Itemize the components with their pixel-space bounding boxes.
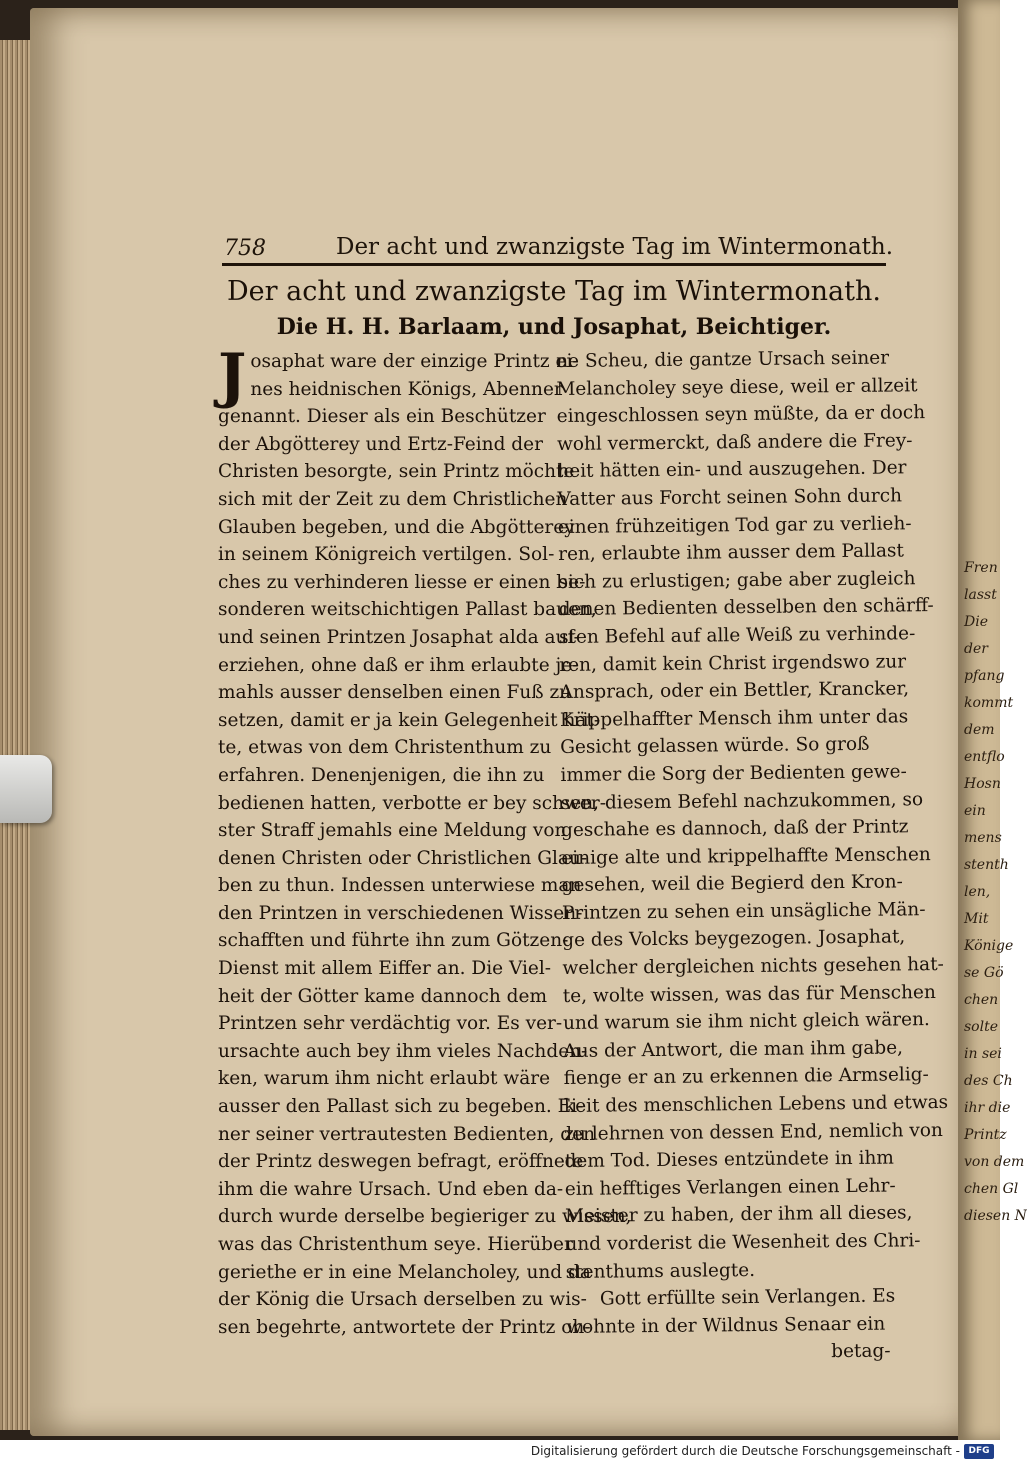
adjacent-page-fragment: Printz <box>964 1127 1007 1143</box>
adjacent-page-fragment: des Ch <box>964 1073 1013 1089</box>
text-line: schafften und führte ihn zum Götzen- <box>218 930 569 952</box>
text-line: und seinen Printzen Josaphat alda auf- <box>218 626 580 648</box>
text-line: ihm die wahre Ursach. Und eben da- <box>218 1178 564 1200</box>
text-line: sten Befehl auf alle Weiß zu verhinde- <box>558 623 916 648</box>
text-line: ren, erlaubte ihm ausser dem Pallast <box>558 540 905 566</box>
text-line: ken, warum ihm nicht erlaubt wäre <box>218 1068 551 1090</box>
text-line: Aus der Antwort, die man ihm gabe, <box>563 1037 904 1062</box>
text-line: ren, damit kein Christ irgendswo zur <box>559 650 907 676</box>
text-line: der König die Ursach derselben zu wis- <box>218 1289 587 1311</box>
text-line: sonderen weitschichtigen Pallast bauen, <box>218 599 597 621</box>
text-line: welcher dergleichen nichts gesehen hat- <box>562 954 944 980</box>
text-line: und warum sie ihm nicht gleich wären. <box>562 1009 930 1035</box>
text-line: was das Christenthum seye. Hierüber <box>218 1234 573 1255</box>
text-line: mahls ausser denselben einen Fuß zu <box>218 682 572 704</box>
text-line: fienge er an zu erkennen die Armselig- <box>563 1064 929 1090</box>
adjacent-page-fragment: in sei <box>964 1046 1002 1062</box>
text-column-right <box>556 345 949 1369</box>
text-line: osaphat ware der einzige Printz ei- <box>250 351 579 372</box>
text-line: keit des menschlichen Lebens und etwas <box>563 1091 949 1117</box>
text-line: zu lehrnen von dessen End, nemlich von <box>564 1119 943 1145</box>
text-line: te, etwas von dem Christenthum zu <box>218 737 552 759</box>
text-line: ein hefftiges Verlangen einen Lehr- <box>564 1175 896 1200</box>
text-line: Dienst mit allem Eiffer an. Die Viel- <box>218 958 552 980</box>
dfg-logo: DFG <box>964 1444 994 1459</box>
adjacent-page-fragment: Fren <box>964 560 998 576</box>
text-line: ge des Volcks beygezogen. Josaphat, <box>562 926 906 952</box>
text-line: denen Christen oder Christlichen Glau- <box>218 847 588 869</box>
adjacent-page-fragment: se Gö <box>964 965 1004 981</box>
catchword: betag- <box>831 1340 891 1363</box>
text-line: Christen besorgte, sein Printz möchte <box>218 461 575 483</box>
text-line: durch wurde derselbe begieriger zu wissen, <box>218 1206 632 1228</box>
adjacent-page-fragment: Die <box>964 614 988 630</box>
text-line: der Printz deswegen befragt, eröffnete <box>218 1151 584 1173</box>
text-line: heit hätten ein- und auszugehen. Der <box>557 457 907 483</box>
adjacent-page-fragment: der <box>964 641 988 657</box>
text-line: und vorderist die Wesenheit des Chri- <box>565 1230 921 1255</box>
text-line: Melancholey seye diese, weil er allzeit <box>556 374 918 400</box>
adjacent-page-fragment: Hosn <box>964 776 1001 792</box>
adjacent-page-fragment: pfang <box>964 668 1005 684</box>
text-line: immer die Sorg der Bedienten gewe- <box>560 761 907 786</box>
text-line: den Printzen in verschiedenen Wissen- <box>218 902 583 924</box>
text-line: dem Tod. Dieses entzündete in ihm <box>564 1147 895 1173</box>
adjacent-page-fragment: len, <box>964 884 991 900</box>
text-line: Printzen sehr verdächtig vor. Es ver- <box>218 1013 563 1035</box>
text-line: geschahe es dannoch, daß der Printz <box>560 816 909 842</box>
text-line: denen Bedienten desselben den schärff- <box>558 595 934 621</box>
text-line: ursachte auch bey ihm vieles Nachden- <box>218 1040 588 1062</box>
text-line: sich zu erlustigen; gabe aber zugleich <box>558 567 916 593</box>
text-line: sen, diesem Befehl nachzukommen, so <box>560 788 924 814</box>
adjacent-page-fragment: solte <box>964 1019 999 1035</box>
text-line: Gesicht gelassen würde. So groß <box>560 734 870 759</box>
text-line: geriethe er in eine Melancholey, und da <box>218 1261 591 1283</box>
page-clip <box>0 755 52 823</box>
text-line: setzen, damit er ja kein Gelegenheit hät- <box>218 709 601 731</box>
text-line: te, wolte wissen, was das für Menschen <box>562 981 936 1007</box>
adjacent-page <box>958 0 1027 1440</box>
text-line: gesehen, weil die Begierd den Kron- <box>561 871 903 897</box>
text-line: einige alte und krippelhaffte Menschen <box>561 843 931 869</box>
text-column-left <box>218 341 632 1341</box>
text-line: Glauben begeben, und die Abgötterey <box>218 516 575 538</box>
text-line: ches zu verhinderen liesse er einen be- <box>218 571 586 593</box>
running-head: Der acht und zwanzigste Tag im Wintermonath. <box>336 234 894 260</box>
adjacent-page-fragment: diesen N <box>964 1208 1027 1224</box>
adjacent-page-fragment: chen Gl <box>964 1181 1019 1197</box>
text-line: ne Scheu, die gantze Ursach seiner <box>556 347 890 372</box>
adjacent-page-fragment: mens <box>964 830 1002 846</box>
adjacent-page-fragment: ein <box>964 803 986 819</box>
text-line: Gott erfüllte sein Verlangen. Es <box>599 1285 896 1310</box>
adjacent-page-fragment: ihr die <box>964 1100 1011 1116</box>
text-line: stenthums auslegte. <box>565 1259 756 1283</box>
adjacent-page-fragment: kommt <box>964 695 1014 711</box>
text-line: genannt. Dieser als ein Beschützer <box>218 406 546 428</box>
footer-credit: Digitalisierung gefördert durch die Deutsche Forschungsgemeinschaft - <box>530 1444 960 1458</box>
adjacent-page-fragment: von dem <box>964 1154 1025 1170</box>
header-rule <box>222 263 886 266</box>
text-line: sich mit der Zeit zu dem Christlichen <box>218 488 568 510</box>
text-line: ner seiner vertrautesten Bedienten, den <box>218 1123 595 1145</box>
text-line: Vatter aus Forcht seinen Sohn durch <box>557 485 903 510</box>
adjacent-page-fragment: lasst <box>964 587 997 603</box>
text-line: Printzen zu sehen ein unsägliche Män- <box>561 899 926 924</box>
adjacent-page-fragment: chen <box>964 992 999 1008</box>
text-line: bedienen hatten, verbotte er bey schwer- <box>218 792 606 814</box>
text-line: erfahren. Denenjenigen, die ihn zu <box>218 764 545 786</box>
text-line: der Abgötterey und Ertz-Feind der <box>218 433 543 455</box>
text-line: heit der Götter kame dannoch dem <box>218 985 548 1007</box>
text-line: Krippelhaffter Mensch ihm unter das <box>559 706 909 731</box>
page-number: 758 <box>224 236 266 261</box>
chapter-title: Der acht und zwanzigste Tag im Wintermonath. <box>227 276 881 307</box>
text-line: Meister zu haben, der ihm all dieses, <box>564 1202 913 1228</box>
text-line: eingeschlossen seyn müßte, da er doch <box>556 402 926 428</box>
adjacent-page-fragment: stenth <box>964 857 1009 873</box>
adjacent-page-fragment: dem <box>964 722 995 738</box>
text-line: einen frühzeitigen Tod gar zu verlieh- <box>557 512 912 538</box>
text-line: sen begehrte, antwortete der Printz oh- <box>218 1316 591 1338</box>
text-line: wohl vermerckt, daß andere die Frey- <box>556 430 913 455</box>
adjacent-page-fragment: entflo <box>964 749 1005 765</box>
text-line: ben zu thun. Indessen unterwiese man <box>218 875 582 897</box>
adjacent-page-fragment: Mit <box>964 911 989 927</box>
text-line: ster Straff jemahls eine Meldung von <box>218 820 567 842</box>
text-line: ausser den Pallast sich zu begeben. Ei- <box>218 1096 584 1118</box>
adjacent-page-fragment: Könige <box>964 938 1014 954</box>
footer <box>0 1440 1000 1465</box>
drop-cap: J <box>218 341 247 411</box>
text-line: nes heidnischen Königs, Abenner <box>250 378 563 400</box>
text-line: erziehen, ohne daß er ihm erlaubte je- <box>218 654 579 676</box>
chapter-subtitle: Die H. H. Barlaam, und Josaphat, Beichtiger. <box>276 314 832 340</box>
text-line: wohnte in der Wildnus Senaar ein <box>566 1313 886 1338</box>
text-line: Ansprach, oder ein Bettler, Krancker, <box>559 678 910 704</box>
text-line: in seinem Königreich vertilgen. Sol- <box>218 544 555 566</box>
